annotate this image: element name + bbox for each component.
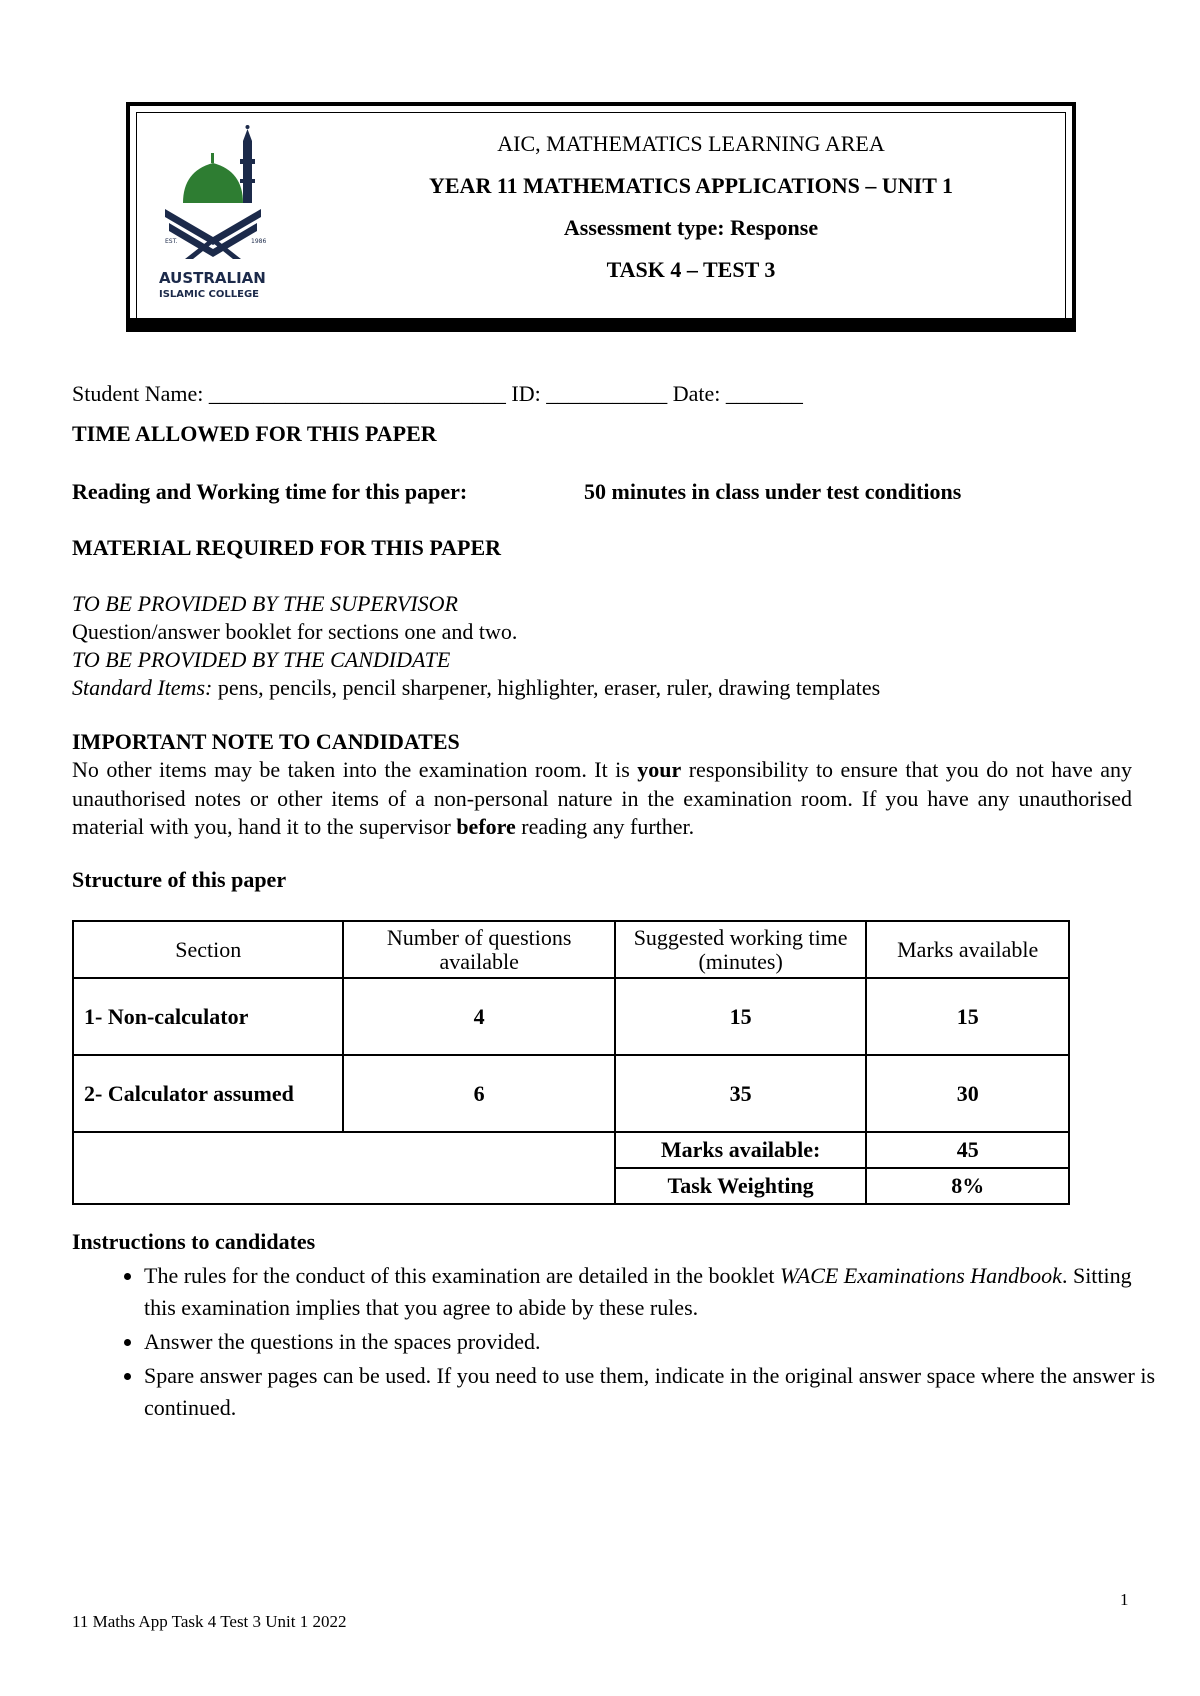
logo-est-label: EST. [165, 238, 178, 245]
header-line-learning-area: AIC, MATHEMATICS LEARNING AREA [497, 131, 885, 156]
header-line-assessment-type: Assessment type: Response [563, 215, 819, 240]
candidate-heading: TO BE PROVIDED BY THE CANDIDATE [72, 647, 451, 672]
marks-cell: 15 [866, 978, 1069, 1055]
logo-wordmark-line1: AUSTRALIAN [159, 269, 266, 287]
header-text [337, 123, 1045, 291]
page-number: 1 [1120, 1590, 1129, 1609]
important-note-bold-your: your [637, 757, 682, 782]
logo-est-year: 1986 [251, 238, 267, 245]
reading-working-time-label: Reading and Working time for this paper: [72, 479, 468, 504]
questions-cell: 4 [343, 978, 614, 1055]
list-item: • Answer the questions in the spaces provided. [144, 1326, 1164, 1358]
standard-items-label: Standard Items: [72, 675, 213, 700]
header-line-course: YEAR 11 MATHEMATICS APPLICATIONS – UNIT 1 [429, 173, 953, 198]
logo-wordmark-line2: ISLAMIC COLLEGE [159, 289, 259, 300]
important-note-bold-before: before [456, 814, 516, 839]
table-header-row [73, 921, 1069, 978]
empty-summary-cell [73, 1132, 615, 1204]
column-header-time: Suggested working time (minutes) [615, 921, 867, 978]
important-note-paragraph [72, 756, 1132, 842]
list-item: • Spare answer pages can be used. If you need to use them, indicate in the original answer space where the answer is continued. [144, 1360, 1164, 1424]
marks-cell: 30 [866, 1055, 1069, 1132]
important-note-part3: reading any further. [515, 814, 695, 839]
instruction-1-part1: The rules for the conduct of this examination are detailed in the booklet [144, 1263, 780, 1288]
table-row [73, 978, 1069, 1055]
questions-cell: 6 [343, 1055, 614, 1132]
instructions-list [108, 1260, 1164, 1426]
section-cell: 1- Non-calculator [73, 978, 343, 1055]
column-header-marks: Marks available [866, 921, 1069, 978]
dome-shape [183, 163, 243, 203]
reading-working-time-value: 50 minutes in class under test conditions [584, 479, 962, 504]
structure-table [72, 920, 1070, 1205]
date-label: Date: [672, 381, 721, 406]
student-id-field[interactable]: ___________ [546, 381, 668, 406]
column-header-section: Section [73, 921, 343, 978]
standard-items-text: pens, pencils, pencil sharpener, highlighter, eraser, ruler, drawing templates [217, 675, 881, 700]
task-weighting-label: Task Weighting [615, 1168, 867, 1204]
time-allowed-heading: TIME ALLOWED FOR THIS PAPER [72, 421, 437, 446]
time-cell: 15 [615, 978, 867, 1055]
list-item [144, 1260, 1164, 1324]
structure-heading: Structure of this paper [72, 867, 287, 892]
marks-available-value: 45 [866, 1132, 1069, 1168]
important-note-part1: No other items may be taken into the examination room. It is [72, 757, 638, 782]
student-line [72, 380, 803, 408]
important-note-heading: IMPORTANT NOTE TO CANDIDATES [72, 729, 460, 754]
section-cell: 2- Calculator assumed [73, 1055, 343, 1132]
standard-items-line [72, 674, 880, 702]
material-required-heading: MATERIAL REQUIRED FOR THIS PAPER [72, 535, 502, 560]
column-header-questions: Number of questions available [343, 921, 614, 978]
task-weighting-value: 8% [866, 1168, 1069, 1204]
student-id-label: ID: [511, 381, 541, 406]
instruction-1-part2: . Sitting this examination implies that you agree to abide by these rules. [144, 1263, 1132, 1320]
supervisor-text: Question/answer booklet for sections one and two. [72, 619, 518, 644]
header-box [126, 102, 1076, 332]
school-logo [155, 119, 285, 309]
table-row [73, 1055, 1069, 1132]
student-name-label: Student Name: [72, 381, 204, 406]
supervisor-heading: TO BE PROVIDED BY THE SUPERVISOR [72, 591, 458, 616]
instruction-1-handbook: WACE Examinations Handbook [779, 1263, 1062, 1288]
important-note-part2: responsibility to ensure that you do not have any unauthorised notes or other items of a non-personal nature in the examination room. If you have any unauthorised material with you, hand it to the supervisor [72, 757, 1132, 839]
date-field[interactable]: _______ [725, 381, 803, 406]
footer-document-label: 11 Maths App Task 4 Test 3 Unit 1 2022 [72, 1612, 347, 1631]
header-line-task: TASK 4 – TEST 3 [606, 257, 776, 282]
marks-available-row [73, 1132, 1069, 1168]
student-name-field[interactable]: ___________________________ [208, 381, 506, 406]
header-inner-border [136, 112, 1066, 322]
time-cell: 35 [615, 1055, 867, 1132]
marks-available-label: Marks available: [615, 1132, 867, 1168]
instructions-heading: Instructions to candidates [72, 1229, 316, 1254]
